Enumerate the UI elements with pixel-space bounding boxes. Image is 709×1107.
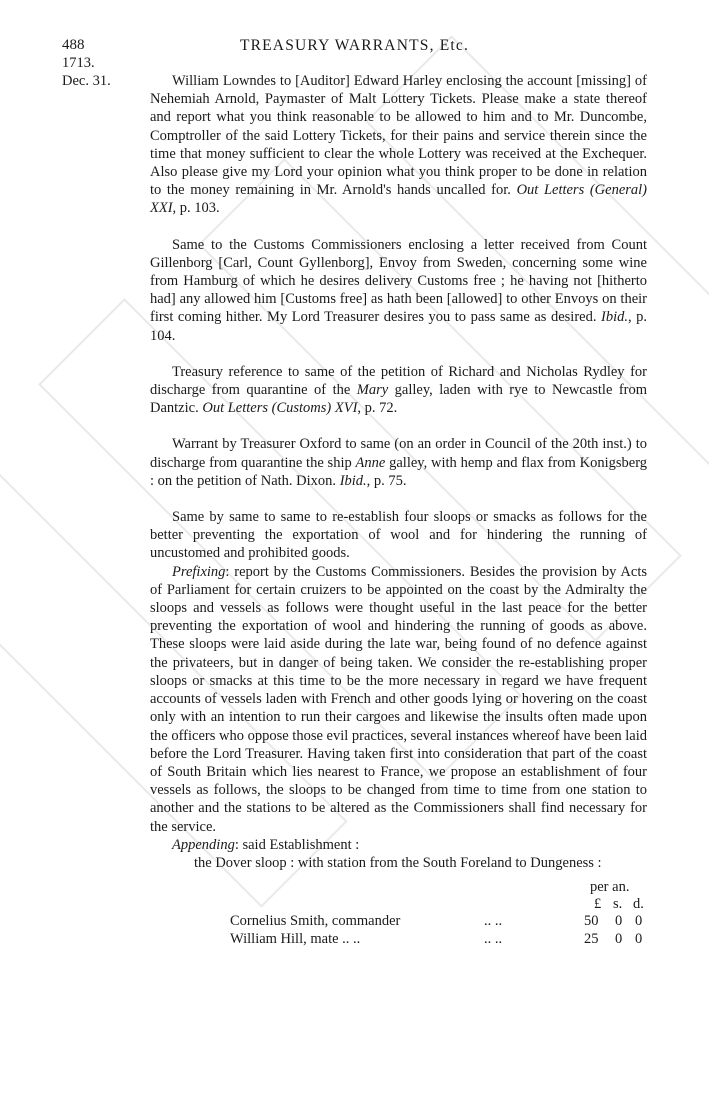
pence-column: d.	[633, 896, 644, 913]
prefixing-paragraph: Prefixing: report by the Customs Commissioners. Besides the provision by Acts of Parliament for certain cruizers to be appointed on the coast by the Admiralty the sloops and vessels as follows were thought useful in the last peace for the better preventing the exportation of wool and hindering the running of goods as above. These sloops were laid aside during the late war, being found of no defence against the privateers, but in danger of being taken. We consider the re-establishing proper sloops or smacks at this time to be the more necessary in regard we have frequent accounts of vessels laden with French and other goods lying or hovering on the coast only with an intention to run their cargoes and likewise the insults often made upon the officers who oppose those evil practices, several instances whereof have been laid before the Lord Treasurer. Having taken first into consideration that part of the coast of South Britain which lies nearest to France, we propose an establishment of four vessels as follows, the sloops to be changed from time to time from one station to another and the stations to be altered as the Commissioners shall find necessary for the service.	[150, 563, 647, 835]
sloop-heading: the Dover sloop : with station from the South Foreland to Dungeness :	[194, 854, 602, 871]
margin-date: Dec. 31.	[62, 73, 111, 89]
leader-dots: .. ..	[484, 913, 503, 930]
pay-table	[150, 878, 647, 948]
running-head: TREASURY WARRANTS, Etc.	[239, 37, 470, 54]
table-row	[150, 930, 647, 948]
entry-paragraph: Same to the Customs Commissioners enclosing a letter received from Count Gillenborg [Carl, Count Gyllenborg], Envoy from Sweden, concerning some wine from Hamburg of which he desires delivery Customs free ; he having not [hitherto had] any allowed him [Customs free] as hath been [allowed] to other Envoys on their first coming hither. My Lord Treasurer desires you to pass same as desired. Ibid., p. 104.	[150, 236, 648, 344]
shillings-value: 0	[615, 931, 623, 948]
document-body	[150, 72, 647, 948]
pence-value: 0	[635, 913, 643, 930]
reference-source: Out Letters (Customs) XVI	[202, 400, 358, 417]
reference-source: Ibid.	[339, 472, 367, 489]
pence-value: 0	[635, 931, 643, 948]
page-number: 488	[62, 37, 85, 53]
reference-source: Ibid.	[601, 309, 628, 326]
shillings-value: 0	[615, 913, 623, 930]
entry-paragraph: William Lowndes to [Auditor] Edward Harley enclosing the account [missing] of Nehemiah Arnold, Paymaster of Malt Lottery Tickets. Please make a state thereof and report what you think reasonable to be allowed to him and to Mr. Duncombe, Comptroller of the said Lottery Tickets, for their pains and service therein since the time that money sufficient to clear the whole Lottery was received at the Exchequer. Also please give my Lord your opinion what you think proper to be done in relation to the money remaining in Mr. Arnold's hands uncalled for. Out Letters (General) XXI, p. 103.	[150, 73, 648, 217]
officer-name: Cornelius Smith, commander	[230, 913, 401, 930]
leader-dots: .. ..	[484, 931, 503, 948]
entry-paragraph: Treasury reference to same of the petition of Richard and Nicholas Rydley for discharge from quarantine of the Mary galley, laden with rye to Newcastle from Dantzic. Out Letters (Customs) XVI, p. 72.	[150, 363, 648, 417]
ship-name: Anne	[355, 454, 386, 471]
pay-table-header	[150, 878, 647, 912]
entry-paragraph: Same by same to same to re-establish four sloops or smacks as follows for the better preventing the exportation of wool and for hindering the running of uncustomed and prohibited goods.	[150, 509, 647, 562]
prefixing-label: Prefixing	[172, 563, 226, 580]
entry-paragraph: Warrant by Treasurer Oxford to same (on an order in Council of the 20th inst.) to discharge from quarantine the ship Anne galley, with hemp and flax from Konigsberg : on the petition of Nath. Dixon. Ibid., p. 75.	[150, 436, 648, 489]
shillings-column: s.	[613, 896, 623, 913]
table-row	[150, 912, 647, 930]
pounds-value: 25	[584, 931, 599, 948]
reference-source: Out Letters (General) XXI	[150, 182, 648, 217]
ship-name: Mary	[356, 382, 389, 399]
margin-year: 1713.	[62, 55, 95, 71]
appending-line: Appending: said Establishment :	[172, 836, 360, 853]
pounds-value: 50	[584, 913, 599, 930]
per-annum-label: per an.	[590, 879, 630, 896]
pounds-column: £	[594, 896, 602, 913]
appending-label: Appending	[172, 836, 235, 853]
officer-name: William Hill, mate .. ..	[230, 931, 361, 948]
